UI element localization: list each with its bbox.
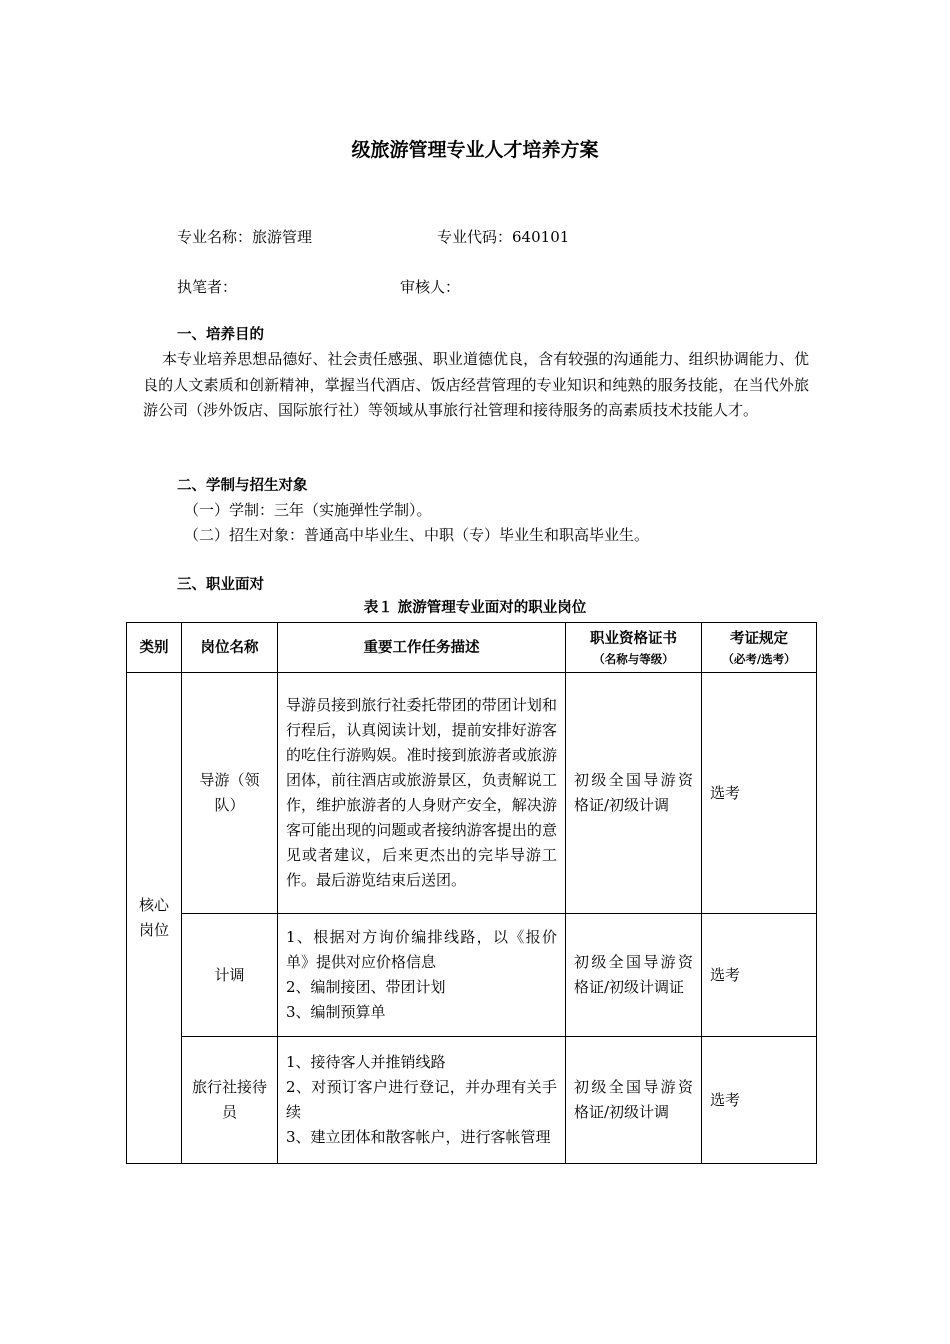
task-item: 3、编制预算单	[286, 1003, 386, 1021]
tasks-cell	[278, 1037, 566, 1164]
certificate-cell: 初级全国导游资格证/初级计调	[566, 673, 702, 914]
header-rule	[702, 623, 817, 673]
major-name-label: 专业名称：	[177, 228, 253, 246]
major-name-value: 旅游管理	[252, 228, 313, 246]
header-rule-sub: （必考/选考）	[722, 651, 796, 666]
header-tasks: 重要工作任务描述	[278, 623, 566, 673]
task-item: 导游员接到旅行社委托带团的带团计划和行程后，认真阅读计划，提前安排好游客的吃住行游购娱。准时接到旅游者或旅游团体，前往酒店或旅游景区，负责解说工作，维护旅游者的人身财产安全，解决游客可能出现的问题或者接纳游客提出的意见或者建议，后来更杰出的完毕导游工作。最后游览结束后送团。	[286, 696, 557, 889]
task-item: 2、编制接团、带团计划	[286, 978, 446, 996]
section-objective-text: 本专业培养思想品德好、社会责任感强、职业道德优良，含有较强的沟通能力、组织协调能力、优良的人文素质和创新精神，掌握当代酒店、饭店经营管理的专业知识和纯熟的服务技能，在当代外旅游公司（涉外饭店、国际旅行社）等领域从事旅行社管理和接待服务的高素质技术技能人才。	[143, 350, 809, 419]
table-caption: 表１ 旅游管理专业面对的职业岗位	[363, 600, 587, 616]
table-header-row	[127, 623, 817, 673]
section-objective-heading: 一、培养目的	[177, 327, 264, 343]
document-title: 级旅游管理专业人才培养方案	[351, 139, 599, 161]
certificate-cell: 初级全国导游资格证/初级计调证	[566, 914, 702, 1037]
schooling-duration: （一）学制：三年（实施弹性学制）。	[184, 501, 432, 519]
rule-cell: 选考	[702, 914, 817, 1037]
header-category: 类别	[127, 623, 182, 673]
table-row	[127, 1037, 817, 1164]
table-row	[127, 914, 817, 1037]
rule-cell: 选考	[702, 1037, 817, 1164]
task-item: 3、建立团体和散客帐户，进行客帐管理	[286, 1128, 551, 1146]
post-cell: 计调	[182, 914, 278, 1037]
section-career-heading: 三、职业面对	[177, 577, 264, 593]
header-rule-main: 考证规定	[730, 630, 788, 647]
task-item: 2、对预订客户进行登记，并办理有关手续	[286, 1078, 557, 1121]
career-table	[126, 622, 817, 1164]
certificate-cell: 初级全国导游资格证/初级计调	[566, 1037, 702, 1164]
rule-cell: 选考	[702, 673, 817, 914]
post-cell: 导游（领队）	[182, 673, 278, 914]
category-cell: 核心岗位	[127, 673, 182, 1164]
task-item: 1、根据对方询价编排线路，以《报价单》提供对应价格信息	[286, 928, 557, 971]
reviewer-label: 审核人：	[400, 278, 461, 296]
header-certificate-main: 职业资格证书	[590, 630, 677, 647]
major-code-value: 640101	[512, 228, 570, 246]
header-certificate-sub: （名称与等级）	[593, 651, 674, 666]
major-code-label: 专业代码：	[437, 228, 513, 246]
schooling-enrollment: （二）招生对象：普通高中毕业生、中职（专）毕业生和职高毕业生。	[184, 526, 650, 544]
table-row	[127, 673, 817, 914]
post-cell: 旅行社接待员	[182, 1037, 278, 1164]
section-schooling-heading: 二、学制与招生对象	[177, 478, 308, 494]
header-post: 岗位名称	[182, 623, 278, 673]
major-code-line	[437, 226, 569, 248]
author-label: 执笔者：	[177, 278, 238, 296]
task-item: 1、接待客人并推销线路	[286, 1053, 446, 1071]
tasks-cell	[278, 914, 566, 1037]
major-name-line	[177, 226, 312, 248]
header-certificate	[566, 623, 702, 673]
tasks-cell	[278, 673, 566, 914]
